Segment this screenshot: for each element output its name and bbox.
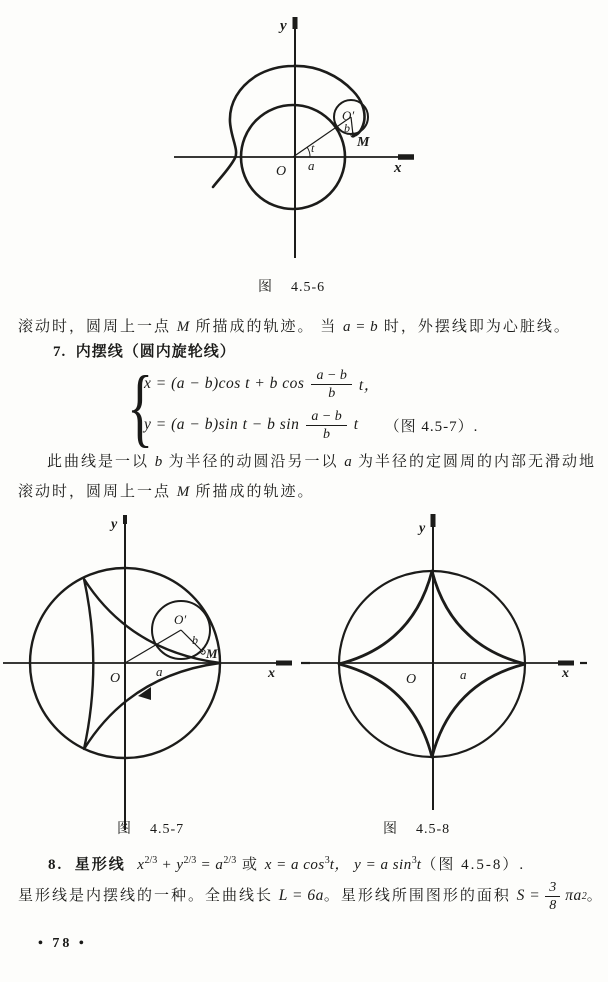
section8-number: 8. — [48, 857, 64, 873]
text-or: 或 — [236, 857, 265, 873]
fraction-a-minus-b-over-b — [306, 409, 346, 442]
text-run: 滚动时，圆周上一点 — [18, 319, 177, 335]
text-run: 时，外摆线即为心脏线。 — [378, 319, 571, 335]
math-a: a — [215, 857, 224, 873]
text-run: 滚动时，圆周上一点 — [18, 484, 177, 500]
exponent: 3 — [324, 855, 330, 866]
figure-hypocycloid — [0, 505, 310, 835]
math-L: L = 6a — [278, 887, 324, 904]
text-run: 为半径的定圆周的内部无滑动地 — [352, 454, 597, 470]
radius-b-label: b — [192, 633, 198, 647]
exponent: 3 — [411, 855, 417, 866]
section8-line2 — [18, 878, 604, 914]
radius-a-label: a — [460, 667, 467, 682]
axis-label-y: y — [419, 521, 426, 536]
section8-title: 星形线 — [74, 857, 126, 873]
figure-457-caption: 图 4.5-7 — [117, 822, 185, 837]
center-Oprime-label: O′ — [342, 108, 355, 123]
axis-label-y: y — [111, 517, 118, 532]
math-y-param: y = a sin — [349, 857, 412, 873]
fraction-three-eighths — [545, 880, 560, 913]
figure-epicycloid — [0, 0, 608, 300]
radius-b-label: b — [344, 121, 350, 135]
section7-paragraph-line1 — [47, 453, 596, 471]
text-run: 星形线是内摆线的一种。全曲线长 — [18, 888, 279, 904]
fraction-numerator: a − b — [306, 409, 346, 426]
math-S: S = — [516, 887, 541, 904]
origin-label: O — [276, 164, 287, 179]
axis-label-x: x — [268, 666, 275, 681]
equation-y-lhs: y = (a − b)sin t − b sin — [144, 416, 300, 433]
angle-t-arc — [307, 147, 310, 157]
math-equals: = — [196, 857, 216, 873]
section7-title: 内摆线（圆内旋轮线） — [75, 344, 236, 360]
text-run: 为半径的动圆沿另一以 — [162, 454, 345, 470]
exponent: 2/3 — [144, 855, 158, 866]
math-t: t — [416, 857, 422, 873]
page-number: • 78 • — [38, 936, 87, 951]
figure-astroid — [295, 505, 608, 835]
math-t: t， — [329, 857, 350, 873]
figure-458-caption: 图 4.5-8 — [383, 822, 451, 837]
fraction-numerator: 3 — [545, 880, 560, 897]
radius-a-label: a — [156, 664, 163, 679]
math-b: b — [154, 454, 163, 470]
equation-x — [144, 366, 380, 402]
equation-y-tail: t — [353, 416, 359, 433]
radius-a-label: a — [308, 158, 315, 173]
equation-brace: { — [127, 359, 154, 456]
math-y: y — [176, 857, 184, 873]
text-run: 。星形线所围图形的面积 — [323, 888, 517, 904]
math-x-param: x = a cos — [264, 857, 325, 873]
origin-label: O — [110, 671, 121, 686]
equation-y — [144, 406, 478, 444]
exponent: 2 — [581, 890, 587, 902]
point-M-label: M — [206, 646, 218, 661]
math-a-eq-b: a = b — [343, 319, 379, 335]
section7-paragraph-line2 — [18, 483, 315, 501]
figure-reference: （图 4.5-7）. — [384, 418, 479, 435]
exponent: 2/3 — [183, 855, 197, 866]
paragraph-continuation — [18, 318, 571, 336]
axis-label-x: x — [394, 160, 402, 176]
text-run: 此曲线是一以 — [47, 454, 155, 470]
figure-456-caption: 图 4.5-6 — [258, 280, 326, 295]
point-M-label: M — [357, 135, 370, 150]
text-run: 所描成的轨迹。 — [189, 484, 315, 500]
equation-x-tail: t， — [358, 377, 380, 394]
figure-reference: （图 4.5-8）. — [421, 857, 526, 873]
text-period: 。 — [586, 888, 604, 904]
center-Oprime-label: O′ — [174, 612, 187, 627]
math-a: a — [344, 454, 353, 470]
origin-label: O — [406, 672, 417, 687]
math-M: M — [176, 319, 190, 335]
section8-line1 — [48, 852, 525, 874]
angle-t-label: t — [311, 141, 315, 155]
epicycloid-curve — [213, 66, 365, 187]
equation-x-lhs: x = (a − b)cos t + b cos — [144, 375, 305, 392]
axis-label-x: x — [562, 666, 569, 681]
text-run: 所描成的轨迹。 当 — [189, 319, 344, 335]
fraction-denominator: b — [323, 426, 331, 442]
math-plus: + — [157, 857, 177, 873]
fraction-denominator: b — [328, 385, 336, 401]
math-pi-a: πa — [565, 887, 582, 904]
exponent: 2/3 — [223, 855, 237, 866]
axis-label-y: y — [280, 18, 287, 34]
section7-number: 7. — [53, 344, 67, 360]
fraction-a-minus-b-over-b — [311, 368, 351, 401]
fraction-numerator: a − b — [311, 368, 351, 385]
fraction-denominator: 8 — [549, 897, 557, 913]
math-M: M — [176, 484, 190, 500]
math-x: x — [137, 857, 145, 873]
